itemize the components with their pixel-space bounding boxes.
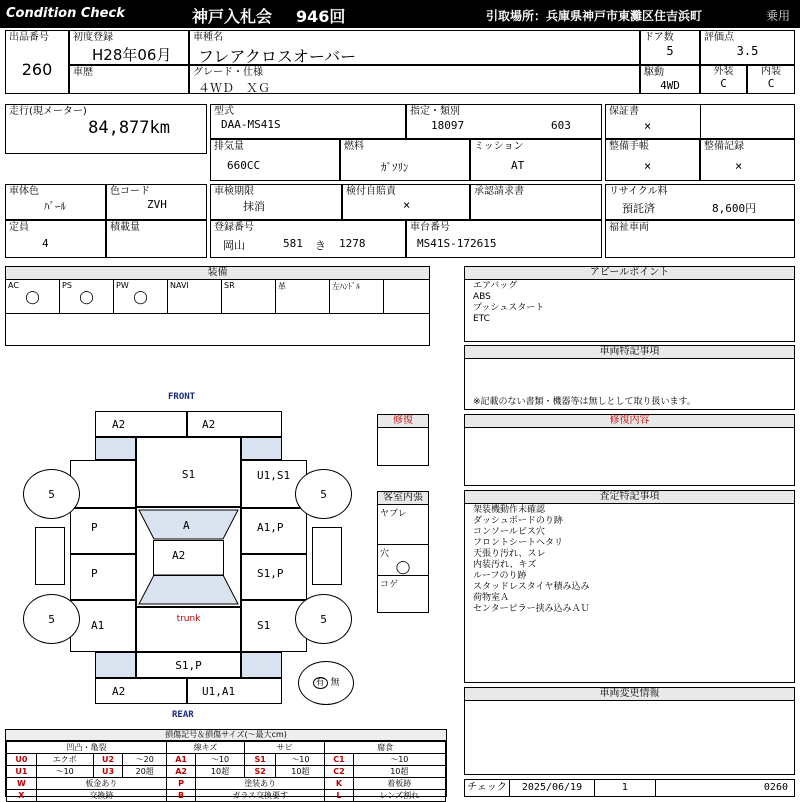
inspection: 抹消 (243, 200, 265, 213)
cabin (136, 507, 241, 607)
service-book: × (644, 159, 652, 173)
cell-a2-fr: A2 (202, 418, 216, 431)
reg-area: 岡山 (223, 239, 245, 252)
color-code-cell (106, 184, 207, 220)
mileage-cell (5, 104, 207, 154)
chassis-label: 車台番号 (410, 222, 450, 233)
inspector-line: フロントシートヘタリ (473, 538, 564, 548)
equipment-item-PS (60, 280, 114, 313)
inspector-lines (465, 504, 794, 616)
exhibit-no-cell (5, 30, 69, 94)
legend-cell: 交換跡 (36, 790, 166, 802)
footer-bar (464, 779, 795, 797)
equipment-row (6, 280, 429, 314)
color-label: 車体色 (9, 186, 39, 197)
exterior-label: 外装 (713, 66, 734, 77)
first-reg-cell (69, 30, 189, 65)
tire-rear-right: 5 (295, 594, 352, 644)
cell-s1-rr: S1 (257, 619, 271, 632)
inspector-line: ルーフのり跡 (473, 571, 527, 581)
legend-cell: W (7, 778, 37, 790)
fuel: ｶﾞｿﾘﾝ (381, 161, 409, 174)
mission-label: ミッション (474, 141, 524, 152)
inspection-cell (210, 184, 342, 220)
legend-cell: A2 (167, 766, 196, 778)
legend-cell: 〜10 (276, 754, 325, 766)
first-reg: H28年06月 (92, 46, 172, 64)
score-cell (700, 30, 795, 65)
front-left-fender (70, 460, 136, 508)
inspection-label: 車検期限 (214, 186, 254, 197)
recycle-fee: 8,600円 (712, 202, 757, 215)
cell-a2-roof: A2 (172, 549, 186, 562)
fuel-cell (340, 139, 470, 181)
rear-right-corner (241, 652, 282, 678)
welfare-label: 福祉車両 (609, 222, 649, 233)
warranty-cell (605, 104, 795, 139)
legend-cell: A1 (167, 754, 196, 766)
color-code-label: 色コード (110, 186, 150, 197)
left-mirror-box (35, 527, 65, 585)
equipment-title: 装備 (6, 267, 429, 280)
reg-class: 581 (283, 237, 303, 250)
check-label: チェック (465, 780, 510, 796)
displacement-label: 排気量 (214, 141, 244, 152)
designation: 18097 (431, 119, 465, 132)
type-cell (210, 104, 406, 139)
equipment-label: AC (8, 281, 19, 290)
equipment-item-AC (6, 280, 60, 313)
legend-head: 線キズ (167, 742, 245, 754)
exhibit-no-label: 出品番号 (9, 32, 49, 43)
check-date: 2025/06/19 (510, 780, 595, 796)
appeal-title: アピールポイント (465, 267, 794, 280)
equipment-item-革 (276, 280, 330, 313)
bumper-rear-left (95, 678, 187, 704)
bumper-front-left (95, 411, 187, 437)
cell-s1-hood: S1 (181, 468, 196, 481)
recycle-cell (605, 184, 795, 220)
change-box (464, 687, 795, 775)
reg-kana: き (315, 239, 326, 252)
legend-cell: B (167, 790, 196, 802)
spare-tire (298, 661, 354, 705)
warranty-label: 保証書 (609, 106, 639, 117)
front-left-corner (95, 437, 136, 460)
equipment-box (5, 266, 430, 346)
appeal-box (464, 266, 795, 342)
color: ﾊﾟｰﾙ (44, 200, 66, 213)
rear-right-door (241, 554, 307, 600)
check-number: 1 (595, 780, 656, 796)
first-reg-label: 初度登録 (73, 32, 113, 43)
legend-cell: U1 (7, 766, 37, 778)
doors-label: ドア数 (644, 32, 674, 43)
equipment-label: NAVI (170, 281, 189, 290)
legend-head: サビ (244, 742, 324, 754)
legend-cell: 〜20 (123, 754, 167, 766)
drive-cell (640, 65, 700, 94)
mission: AT (511, 159, 525, 172)
cell-s1p-r: S1,P (257, 567, 284, 580)
model-name-label: 車種名 (193, 32, 223, 43)
equipment-item-左ﾊﾝﾄﾞﾙ (330, 280, 384, 313)
appeal-line: プッシュスタート (473, 303, 545, 313)
reg-no-cell (210, 220, 406, 258)
model-name: フレアクロスオーバー (198, 47, 357, 66)
fuel-label: 燃料 (344, 141, 364, 152)
pickup-location: 引取場所：兵庫県神戸市東灘区住吉浜町 (486, 9, 703, 23)
grade-label: グレード・仕様 (193, 67, 263, 78)
legend-cell: C1 (325, 754, 353, 766)
inspect-none: 無 (330, 678, 340, 688)
legend-box (5, 729, 447, 800)
trunk-label: trunk (176, 614, 201, 624)
designation-cell (406, 104, 602, 139)
equipment-label: SR (224, 281, 235, 290)
reg-num: 1278 (339, 237, 366, 250)
history-label: 車歴 (73, 67, 93, 78)
interior-yabure: ヤブレ (380, 509, 407, 519)
recycle-label: リサイクル料 (609, 186, 668, 197)
hood (136, 437, 241, 507)
interior-box (377, 491, 429, 613)
chassis: MS41S-172615 (417, 237, 497, 250)
cell-a-wind: A (183, 519, 190, 532)
interior-burn: コゲ (380, 580, 399, 590)
cell-a2-fl: A2 (112, 418, 126, 431)
category-code: 603 (551, 119, 571, 132)
category: 乗用 (766, 9, 791, 23)
load-label: 積載量 (110, 222, 140, 233)
repair-box-label: 修復 (378, 415, 428, 428)
repair-title: 修復内容 (465, 415, 794, 428)
tire-front-right: 5 (295, 469, 352, 519)
tax-cell (342, 184, 470, 220)
legend-cell: 着板跡 (353, 778, 445, 790)
legend-cell: 〜10 (196, 754, 245, 766)
service-book-cell (605, 139, 700, 181)
notes-box (464, 345, 795, 410)
reg-no-label: 登録番号 (214, 222, 254, 233)
mileage-label: 走行(現メーター) (9, 106, 87, 117)
legend-cell: ガラス交換要す (196, 790, 325, 802)
interior-title: 客室内張 (378, 492, 428, 505)
cell-p-rl: P (91, 567, 98, 580)
inspector-line: ダッシュボードのり跡 (473, 516, 563, 526)
tire-rear-left: 5 (23, 594, 80, 644)
bumper-front-right (187, 411, 282, 437)
legend-cell: 10超 (353, 766, 445, 778)
notes-text: ※記載のない書類・機器等は無しとして取り扱います。 (473, 397, 696, 407)
legend-cell: エクボ (36, 754, 93, 766)
equipment-item-SR (222, 280, 276, 313)
legend-cell: 10超 (276, 766, 325, 778)
approval-cell (470, 184, 602, 220)
rear-left-corner (95, 652, 136, 678)
repair-box (377, 414, 429, 466)
doors-cell (640, 30, 700, 65)
legend-cell: 20超 (123, 766, 167, 778)
equipment-label: 左ﾊﾝﾄﾞﾙ (332, 282, 360, 291)
inspector-line: センターピラー挟み込みＡＵ (473, 604, 590, 614)
exterior-cell (700, 65, 747, 94)
grade: ４ＷＤ ＸＧ (198, 81, 271, 95)
interior-label: 内装 (761, 66, 781, 77)
front-label: FRONT (168, 392, 196, 402)
drive: 4WD (660, 79, 680, 92)
exhibit-no: 260 (21, 60, 53, 79)
inspect-mark: 有 (313, 677, 328, 689)
legend-cell: U2 (93, 754, 123, 766)
right-mirror-box (312, 527, 342, 585)
legend-cell: 10超 (196, 766, 245, 778)
cell-u1a1: U1,A1 (202, 685, 236, 698)
appeal-line: ETC (473, 314, 490, 324)
rear-center (136, 652, 241, 678)
trunk (136, 607, 241, 652)
service-record: × (735, 159, 743, 173)
header-bar (0, 0, 800, 28)
tax-label: 検付自賠責 (346, 186, 396, 197)
interior: C (767, 77, 775, 90)
approval-label: 承認請求書 (474, 186, 524, 197)
legend-cell: 〜10 (36, 766, 93, 778)
front-right-corner (241, 437, 282, 460)
tire-front-left: 5 (23, 469, 80, 519)
front-left-door (70, 508, 136, 554)
inspector-line: コンソールビス穴 (473, 527, 545, 537)
appeal-lines (465, 280, 794, 326)
equipment-label: PW (116, 281, 129, 290)
inspector-line: 荷物室Ａ (473, 593, 510, 603)
history-cell (69, 65, 189, 94)
capacity-label: 定員 (9, 222, 29, 233)
legend-head: 腐食 (325, 742, 446, 754)
warranty: × (644, 119, 652, 133)
color-code: ZVH (147, 198, 167, 211)
equipment-item-NAVI (168, 280, 222, 313)
legend-cell: S2 (244, 766, 275, 778)
interior-cell (747, 65, 795, 94)
load-cell (106, 220, 207, 258)
legend-cell: P (167, 778, 196, 790)
rear-left-door (70, 554, 136, 600)
score: 3.5 (736, 44, 759, 58)
legend-table (6, 741, 446, 802)
legend-title: 損傷記号＆損傷サイズ(〜最大cm) (6, 730, 446, 741)
notes-title: 車両特記事項 (465, 346, 794, 359)
type-label: 型式 (214, 106, 234, 117)
legend-cell: X (7, 790, 37, 802)
equipment-mark: ◯ (25, 290, 40, 305)
equipment-label: PS (62, 281, 72, 290)
legend-cell: U0 (7, 754, 37, 766)
legend-head: 凹凸・亀裂 (7, 742, 167, 754)
recycle-status: 預託済 (622, 202, 655, 215)
legend-cell: 塗装あり (196, 778, 325, 790)
inspector-title: 査定特記事項 (465, 491, 794, 504)
appeal-line: ABS (473, 292, 491, 302)
cell-u1s1: U1,S1 (257, 469, 291, 482)
rear-label: REAR (172, 710, 194, 720)
cell-a1-rl: A1 (91, 619, 105, 632)
roof (153, 540, 224, 576)
inspector-line: スタッドレスタイヤ積み込み (473, 582, 590, 592)
inspector-line: 架装機動作未確認 (473, 505, 546, 515)
drive-label: 駆動 (644, 67, 664, 78)
auction-name: 神戸入札会 (192, 7, 273, 26)
service-book-label: 整備手帳 (609, 141, 649, 152)
equipment-label: 革 (278, 282, 286, 291)
exterior: C (720, 77, 727, 90)
legend-cell: U3 (93, 766, 123, 778)
doors: 5 (666, 44, 674, 58)
inspector-line: 天張り汚れ、スレ (473, 549, 546, 559)
check-lot: 0260 (763, 782, 788, 793)
change-title: 車両変更情報 (465, 688, 794, 701)
displacement-cell (210, 139, 340, 181)
front-right-door (241, 508, 307, 554)
cell-p-fl: P (91, 521, 98, 534)
repair-content-box (464, 414, 795, 486)
rear-left-fender (70, 600, 136, 652)
cell-a2-rear: A2 (112, 685, 126, 698)
welfare-cell (605, 220, 795, 258)
legend-cell: 板金あり (36, 778, 166, 790)
bumper-rear-right (187, 678, 282, 704)
lot-number: 946回 (296, 7, 346, 26)
legend-cell: L (325, 790, 353, 802)
mission-cell (470, 139, 602, 181)
legend-cell: S1 (244, 754, 275, 766)
mileage: 84,877km (88, 118, 170, 138)
service-record-label: 整備記録 (704, 141, 744, 152)
interior-hole-mark: ◯ (395, 560, 411, 575)
score-label: 評価点 (704, 32, 734, 43)
equipment-mark: ◯ (133, 290, 148, 305)
designation-label: 指定・類別 (410, 106, 460, 117)
chassis-cell (406, 220, 602, 258)
displacement: 660CC (227, 159, 261, 172)
legend-cell: K (325, 778, 353, 790)
service-record-cell (700, 139, 795, 181)
type: DAA-MS41S (221, 118, 281, 131)
legend-cell: レンズ割れ (353, 790, 445, 802)
interior-hole: 穴 (380, 549, 390, 559)
capacity-cell (5, 220, 106, 258)
grade-cell (189, 65, 640, 94)
color-cell (5, 184, 106, 220)
appeal-line: エアバッグ (473, 281, 518, 291)
cell-a1p: A1,P (257, 521, 284, 534)
brand: Condition Check (6, 6, 125, 21)
model-name-cell (189, 30, 640, 65)
capacity: 4 (42, 237, 49, 250)
inspector-box (464, 490, 795, 683)
legend-cell: 〜10 (353, 754, 445, 766)
cell-s1p-tail: S1,P (175, 659, 202, 672)
legend-cell: C2 (325, 766, 353, 778)
inspector-line: 内装汚れ、キズ (473, 560, 537, 570)
equipment-item-PW (114, 280, 168, 313)
tax: × (403, 198, 411, 212)
equipment-mark: ◯ (79, 290, 94, 305)
